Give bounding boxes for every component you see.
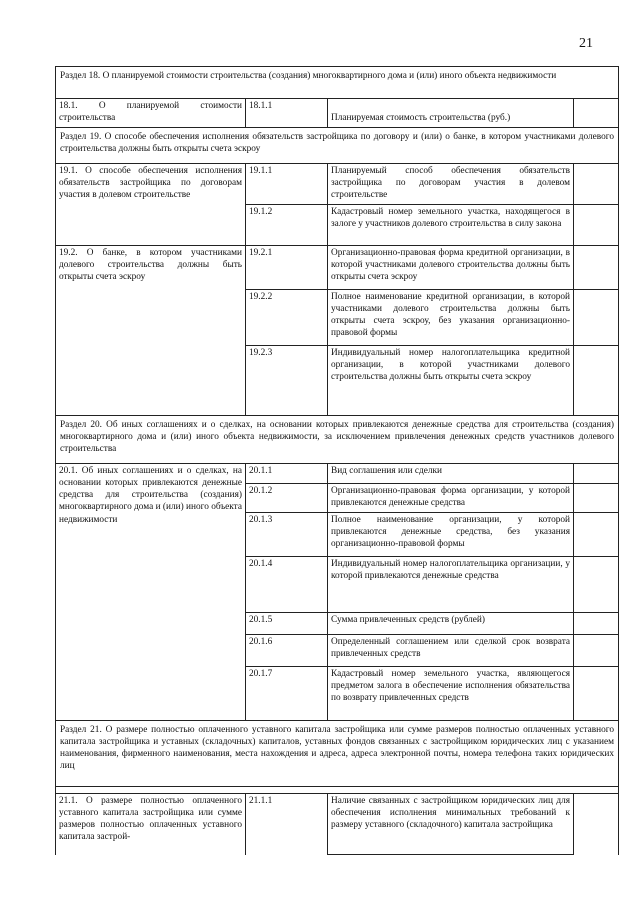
table-row bbox=[56, 245, 619, 289]
value-cell bbox=[574, 512, 619, 556]
value-cell bbox=[574, 666, 619, 720]
section-18-header-row bbox=[56, 67, 619, 99]
value-cell bbox=[574, 245, 619, 289]
row-description: Кадастровый номер земельного участка, являющегося предметом залога в обеспечение исполнения обязательства по возврату привлеченных средств bbox=[328, 666, 574, 720]
value-cell bbox=[574, 204, 619, 245]
row-code: 19.2.3 bbox=[246, 345, 328, 415]
section-18-title: Раздел 18. О планируемой стоимости строительства (создания) многоквартирного дома и (или) иного объекта недвижимости bbox=[56, 67, 619, 99]
subsection-21-1-label: 21.1. О размере полностью оплаченного уставного капитала застройщика или сумме размеров полностью оплаченных уставного капитала застрой- bbox=[56, 793, 246, 855]
subsection-19-1-label: 19.1. О способе обеспечения исполнения обязательств застройщика по договорам участия в долевом строительстве bbox=[56, 163, 246, 245]
row-code: 20.1.4 bbox=[246, 556, 328, 612]
row-description: Определенный соглашением или сделкой срок возврата привлеченных средств bbox=[328, 634, 574, 666]
table-row bbox=[56, 163, 619, 204]
table-row bbox=[56, 99, 619, 128]
subsection-19-2-label: 19.2. О банке, в котором участниками долевого строительства должны быть открыты счета эскроу bbox=[56, 245, 246, 415]
row-description: Организационно-правовая форма кредитной организации, в которой участниками долевого строительства должны быть открыты счета эскроу bbox=[328, 245, 574, 289]
section-20-header-row bbox=[56, 415, 619, 463]
section-19-header-row bbox=[56, 127, 619, 163]
row-code: 18.1.1 bbox=[246, 99, 328, 128]
section-20-title: Раздел 20. Об иных соглашениях и о сделках, на основании которых привлекаются денежные средства для строительства (создания) многоквартирного дома и (или) иного объекта недвижимости, за исключением привлечения денежных средств участников долевого строительства bbox=[56, 415, 619, 463]
value-cell bbox=[574, 99, 619, 128]
row-description: Вид соглашения или сделки bbox=[328, 463, 574, 483]
value-cell bbox=[574, 556, 619, 612]
row-code: 20.1.3 bbox=[246, 512, 328, 556]
section-21-header-row bbox=[56, 720, 619, 786]
row-description: Планируемая стоимость строительства (руб.) bbox=[328, 99, 574, 128]
row-code: 20.1.2 bbox=[246, 483, 328, 512]
row-code: 20.1.7 bbox=[246, 666, 328, 720]
value-cell bbox=[574, 345, 619, 415]
row-code: 20.1.1 bbox=[246, 463, 328, 483]
value-cell bbox=[574, 634, 619, 666]
page-number: 21 bbox=[579, 36, 593, 51]
row-code: 19.1.1 bbox=[246, 163, 328, 204]
section-21-title: Раздел 21. О размере полностью оплаченного уставного капитала застройщика или сумме размеров полностью оплаченных уставного капитала застройщика и уставных (складочных) капиталов, уставных фондов связанных с застройщиком юридических лиц с указанием наименования, фирменного наименования, места нахождения и адреса, адреса электронной почты, номера телефона таких юридических лиц bbox=[56, 720, 619, 786]
value-cell bbox=[574, 483, 619, 512]
value-cell bbox=[574, 793, 619, 855]
row-description: Полное наименование кредитной организации, в которой участниками долевого строительства должны быть открыты счета эскроу, без указания организационно-правовой формы bbox=[328, 289, 574, 345]
section-gap-row bbox=[56, 786, 619, 793]
section-19-title: Раздел 19. О способе обеспечения исполнения обязательств застройщика по договору и (или) о банке, в котором участниками долевого строительства должны быть открыты счета эскроу bbox=[56, 127, 619, 163]
row-description: Наличие связанных с застройщиком юридических лиц для обеспечения исполнения минимальных требований к размеру уставного (складочного) капитала застройщика bbox=[328, 793, 574, 855]
value-cell bbox=[574, 289, 619, 345]
row-description: Организационно-правовая форма организации, у которой привлекаются денежные средства bbox=[328, 483, 574, 512]
row-code: 20.1.6 bbox=[246, 634, 328, 666]
row-description: Индивидуальный номер налогоплательщика организации, у которой привлекаются денежные средства bbox=[328, 556, 574, 612]
subsection-20-1-label: 20.1. Об иных соглашениях и о сделках, на основании которых привлекаются денежные средства для строительства (создания) многоквартирного дома и (или) иного объекта недвижимости bbox=[56, 463, 246, 720]
row-code: 19.2.1 bbox=[246, 245, 328, 289]
row-code: 20.1.5 bbox=[246, 612, 328, 634]
value-cell bbox=[574, 463, 619, 483]
value-cell bbox=[574, 612, 619, 634]
table-row bbox=[56, 793, 619, 855]
row-code: 19.2.2 bbox=[246, 289, 328, 345]
subsection-18-1-label: 18.1. О планируемой стоимости строительства bbox=[56, 99, 246, 128]
row-description: Индивидуальный номер налогоплательщика кредитной организации, в которой участниками долевого строительства должны быть открыты счета эскроу bbox=[328, 345, 574, 415]
row-code: 21.1.1 bbox=[246, 793, 328, 855]
row-description: Сумма привлеченных средств (рублей) bbox=[328, 612, 574, 634]
disclosure-table bbox=[55, 66, 619, 855]
value-cell bbox=[574, 163, 619, 204]
row-description: Полное наименование организации, у которой привлекаются денежные средства, без указания организационно-правовой формы bbox=[328, 512, 574, 556]
table-row bbox=[56, 463, 619, 483]
row-code: 19.1.2 bbox=[246, 204, 328, 245]
row-description: Планируемый способ обеспечения обязательств застройщика по договорам участия в долевом строительстве bbox=[328, 163, 574, 204]
row-description: Кадастровый номер земельного участка, находящегося в залоге у участников долевого строительства в силу закона bbox=[328, 204, 574, 245]
